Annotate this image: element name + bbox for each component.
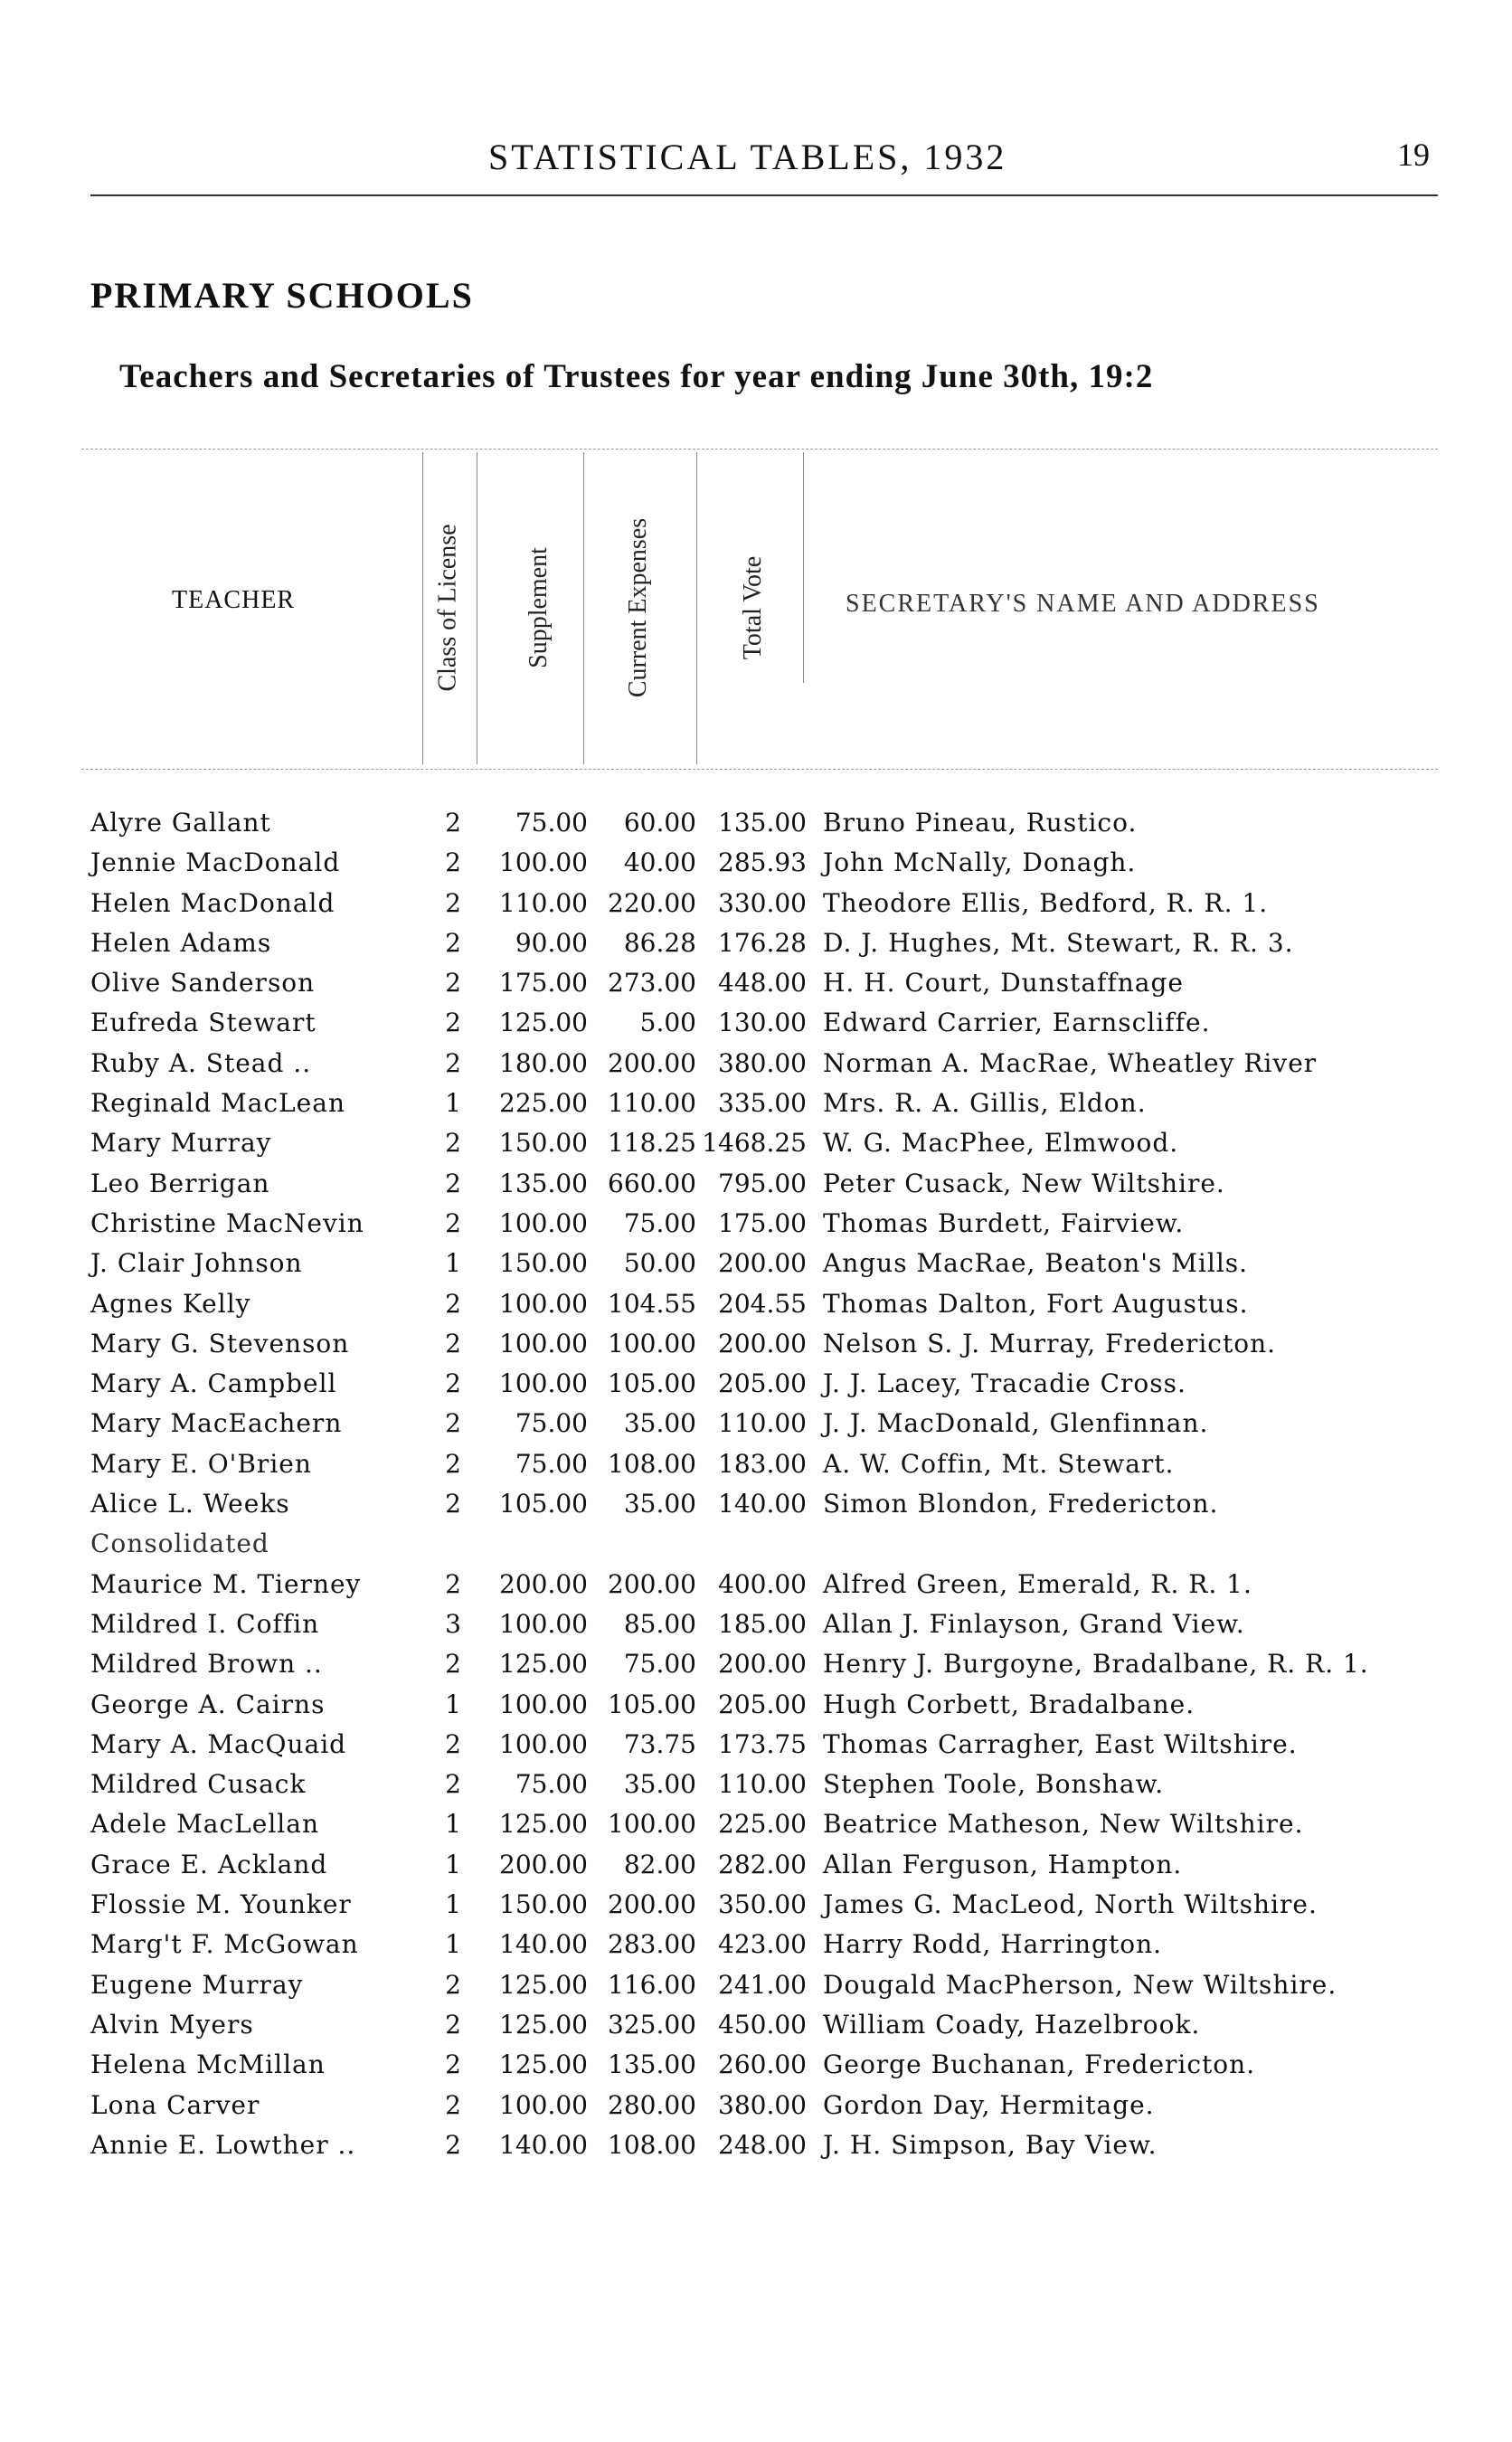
license-class: 2 (445, 1047, 461, 1078)
current-expenses-amount: 660.00 (608, 1168, 696, 1198)
license-class: 2 (445, 1008, 461, 1038)
license-class: 2 (445, 1207, 461, 1238)
secretary-name-address: Harry Rodd, Harrington. (823, 1929, 1163, 1960)
table-row (0, 2047, 1512, 2087)
current-expenses-amount: 108.00 (608, 2129, 696, 2160)
license-class: 2 (445, 968, 461, 999)
table-row (0, 1085, 1512, 1125)
current-expenses-amount: 73.75 (623, 1728, 696, 1759)
supplement-amount: 175.00 (499, 968, 588, 999)
supplement-amount: 125.00 (499, 1809, 588, 1840)
table-row (0, 1646, 1512, 1686)
license-class: 1 (445, 1849, 461, 1879)
secretary-name-address: William Coady, Hazelbrook. (823, 2009, 1201, 2040)
table-row (0, 1687, 1512, 1727)
secretary-name-address: H. H. Court, Dunstaffnage (823, 968, 1184, 999)
teacher-name: Helena McMillan (90, 2049, 326, 2080)
teacher-name: Consolidated (90, 1529, 269, 1559)
table-row (0, 1206, 1512, 1245)
teacher-name: George A. Cairns (90, 1689, 326, 1719)
supplement-amount: 180.00 (499, 1047, 588, 1078)
secretary-name-address: James G. MacLeod, North Wiltshire. (823, 1889, 1318, 1920)
secretary-name-address: John McNally, Donagh. (823, 847, 1137, 878)
total-vote-amount: 350.00 (718, 1889, 807, 1920)
teacher-name: Eugene Murray (90, 1969, 304, 2000)
table-row (0, 1727, 1512, 1766)
total-vote-amount: 200.00 (718, 1649, 807, 1680)
table-top-rule (81, 449, 1438, 450)
secretary-name-address: Mrs. R. A. Gillis, Eldon. (823, 1088, 1147, 1119)
teacher-name: Adele MacLellan (90, 1809, 319, 1840)
total-vote-amount: 205.00 (718, 1689, 807, 1719)
total-vote-amount: 200.00 (718, 1328, 807, 1358)
supplement-amount: 100.00 (499, 1368, 588, 1399)
license-class: 2 (445, 1408, 461, 1439)
column-divider (803, 452, 804, 683)
total-vote-amount: 200.00 (718, 1248, 807, 1279)
teacher-name: Ruby A. Stead .. (90, 1047, 312, 1078)
table-row (0, 1566, 1512, 1606)
running-head (0, 136, 1512, 181)
current-expenses-amount: 82.00 (623, 1849, 696, 1879)
total-vote-amount: 176.28 (718, 927, 807, 958)
teacher-name: Helen Adams (90, 927, 272, 958)
secretary-name-address: Beatrice Matheson, New Wiltshire. (823, 1809, 1304, 1840)
table-row (0, 1125, 1512, 1165)
supplement-amount: 125.00 (499, 2049, 588, 2080)
license-class: 2 (445, 1568, 461, 1599)
table-subtitle: Teachers and Secretaries of Trustees for year ending June 30th, 19:2 (119, 358, 1154, 395)
supplement-amount: 100.00 (499, 847, 588, 878)
license-class: 3 (445, 1608, 461, 1639)
teacher-name: Mildred Cusack (90, 1769, 307, 1800)
supplement-amount: 100.00 (499, 1207, 588, 1238)
teacher-name: Grace E. Ackland (90, 1849, 328, 1879)
license-class: 1 (445, 1248, 461, 1279)
teacher-name: Mary G. Stevenson (90, 1328, 350, 1358)
total-vote-amount: 175.00 (718, 1207, 807, 1238)
current-expenses-amount: 35.00 (623, 1408, 696, 1439)
teacher-name: Mildred Brown .. (90, 1649, 323, 1680)
supplement-amount: 125.00 (499, 1969, 588, 2000)
teacher-name: Lona Carver (90, 2089, 260, 2120)
current-expenses-amount: 50.00 (623, 1248, 696, 1279)
table-row (0, 1286, 1512, 1326)
column-divider (696, 452, 697, 764)
supplement-amount: 150.00 (499, 1248, 588, 1279)
header-rule (90, 194, 1438, 196)
teacher-name: Alvin Myers (90, 2009, 254, 2040)
teacher-name: Reginald MacLean (90, 1088, 345, 1119)
total-vote-amount: 110.00 (718, 1769, 807, 1800)
current-expenses-amount: 116.00 (608, 1969, 696, 2000)
total-vote-amount: 130.00 (718, 1008, 807, 1038)
table-row (0, 2007, 1512, 2047)
current-expenses-amount: 200.00 (608, 1568, 696, 1599)
supplement-amount: 100.00 (499, 1689, 588, 1719)
license-class: 1 (445, 1889, 461, 1920)
total-vote-amount: 135.00 (718, 808, 807, 838)
secretary-name-address: Edward Carrier, Earnscliffe. (823, 1008, 1211, 1038)
table-row (0, 1926, 1512, 1966)
page-number: 19 (1397, 137, 1430, 173)
teacher-name: Agnes Kelly (90, 1288, 251, 1319)
secretary-name-address: W. G. MacPhee, Elmwood. (823, 1128, 1179, 1159)
supplement-amount: 125.00 (499, 2009, 588, 2040)
total-vote-amount: 225.00 (718, 1809, 807, 1840)
teacher-name: Mary E. O'Brien (90, 1448, 312, 1479)
teacher-name: Olive Sanderson (90, 968, 316, 999)
secretary-name-address: Norman A. MacRae, Wheatley River (823, 1047, 1318, 1078)
teacher-name: Leo Berrigan (90, 1168, 270, 1198)
license-class: 2 (445, 1728, 461, 1759)
secretary-name-address: Angus MacRae, Beaton's Mills. (823, 1248, 1249, 1279)
secretary-name-address: Dougald MacPherson, New Wiltshire. (823, 1969, 1337, 2000)
header-teacher: TEACHER (172, 586, 296, 614)
license-class: 2 (445, 1328, 461, 1358)
total-vote-amount: 248.00 (718, 2129, 807, 2160)
license-class: 2 (445, 2009, 461, 2040)
supplement-amount: 90.00 (515, 927, 588, 958)
secretary-name-address: A. W. Coffin, Mt. Stewart. (823, 1448, 1175, 1479)
license-class: 1 (445, 1088, 461, 1119)
table-row (0, 885, 1512, 925)
supplement-amount: 100.00 (499, 1728, 588, 1759)
license-class: 2 (445, 808, 461, 838)
supplement-amount: 200.00 (499, 1849, 588, 1879)
total-vote-amount: 285.93 (718, 847, 807, 878)
current-expenses-amount: 325.00 (608, 2009, 696, 2040)
secretary-name-address: Thomas Dalton, Fort Augustus. (823, 1288, 1249, 1319)
license-class: 2 (445, 927, 461, 958)
license-class: 2 (445, 887, 461, 918)
table-row (0, 1245, 1512, 1285)
teacher-name: Mary Murray (90, 1128, 272, 1159)
header-total-vote-label: Total Vote (739, 555, 768, 660)
table-row (0, 1166, 1512, 1206)
table-row (0, 2087, 1512, 2127)
current-expenses-amount: 110.00 (608, 1088, 696, 1119)
total-vote-amount: 260.00 (718, 2049, 807, 2080)
supplement-amount: 75.00 (515, 1448, 588, 1479)
table-row (0, 1486, 1512, 1526)
current-expenses-amount: 220.00 (608, 887, 696, 918)
secretary-name-address: Simon Blondon, Fredericton. (823, 1489, 1219, 1519)
header-class-of-license (428, 459, 469, 757)
current-expenses-amount: 40.00 (623, 847, 696, 878)
total-vote-amount: 380.00 (718, 2089, 807, 2120)
header-bottom-rule (81, 769, 1438, 770)
supplement-amount: 150.00 (499, 1889, 588, 1920)
teacher-name: Jennie MacDonald (90, 847, 341, 878)
header-secretary: SECRETARY'S NAME AND ADDRESS (846, 590, 1320, 618)
total-vote-amount: 205.00 (718, 1368, 807, 1399)
current-expenses-amount: 200.00 (608, 1047, 696, 1078)
section-heading: PRIMARY SCHOOLS (90, 275, 474, 316)
teacher-name: Annie E. Lowther .. (90, 2129, 356, 2160)
secretary-name-address: Hugh Corbett, Bradalbane. (823, 1689, 1195, 1719)
secretary-name-address: J. J. MacDonald, Glenfinnan. (823, 1408, 1209, 1439)
teacher-name: Mary MacEachern (90, 1408, 343, 1439)
secretary-name-address: Stephen Toole, Bonshaw. (823, 1769, 1165, 1800)
table-row (0, 965, 1512, 1005)
total-vote-amount: 448.00 (718, 968, 807, 999)
supplement-amount: 135.00 (499, 1168, 588, 1198)
table-row (0, 805, 1512, 845)
current-expenses-amount: 135.00 (608, 2049, 696, 2080)
teacher-name: Flossie M. Younker (90, 1889, 352, 1920)
teacher-name: Mildred I. Coffin (90, 1608, 320, 1639)
total-vote-amount: 140.00 (718, 1489, 807, 1519)
total-vote-amount: 400.00 (718, 1568, 807, 1599)
secretary-name-address: Thomas Burdett, Fairview. (823, 1207, 1185, 1238)
secretary-name-address: George Buchanan, Fredericton. (823, 2049, 1256, 2080)
license-class: 2 (445, 1168, 461, 1198)
teacher-name: J. Clair Johnson (90, 1248, 303, 1279)
license-class: 2 (445, 2129, 461, 2160)
license-class: 1 (445, 1929, 461, 1960)
secretary-name-address: Peter Cusack, New Wiltshire. (823, 1168, 1225, 1198)
table-row (0, 1766, 1512, 1806)
current-expenses-amount: 273.00 (608, 968, 696, 999)
current-expenses-amount: 86.28 (623, 927, 696, 958)
supplement-amount: 75.00 (515, 1408, 588, 1439)
teacher-name: Mary A. MacQuaid (90, 1728, 347, 1759)
total-vote-amount: 335.00 (718, 1088, 807, 1119)
teacher-name: Marg't F. McGowan (90, 1929, 359, 1960)
teacher-name: Alice L. Weeks (90, 1489, 290, 1519)
table-body (0, 805, 1512, 2167)
current-expenses-amount: 280.00 (608, 2089, 696, 2120)
secretary-name-address: Allan J. Finlayson, Grand View. (823, 1608, 1245, 1639)
total-vote-amount: 110.00 (718, 1408, 807, 1439)
total-vote-amount: 795.00 (718, 1168, 807, 1198)
secretary-name-address: Bruno Pineau, Rustico. (823, 808, 1138, 838)
current-expenses-amount: 60.00 (623, 808, 696, 838)
supplement-amount: 100.00 (499, 1608, 588, 1639)
license-class: 2 (445, 1969, 461, 2000)
license-class: 2 (445, 1128, 461, 1159)
header-total-vote (732, 459, 774, 757)
supplement-amount: 225.00 (499, 1088, 588, 1119)
header-supplement-label: Supplement (524, 547, 553, 668)
table-row (0, 1046, 1512, 1085)
current-expenses-amount: 35.00 (623, 1489, 696, 1519)
license-class: 2 (445, 2089, 461, 2120)
current-expenses-amount: 35.00 (623, 1769, 696, 1800)
total-vote-amount: 241.00 (718, 1969, 807, 2000)
header-current-expenses-label: Current Expenses (624, 517, 653, 698)
current-expenses-amount: 85.00 (623, 1608, 696, 1639)
license-class: 2 (445, 1448, 461, 1479)
license-class: 2 (445, 1489, 461, 1519)
total-vote-amount: 204.55 (718, 1288, 807, 1319)
supplement-amount: 125.00 (499, 1008, 588, 1038)
supplement-amount: 140.00 (499, 1929, 588, 1960)
current-expenses-amount: 105.00 (608, 1689, 696, 1719)
total-vote-amount: 330.00 (718, 887, 807, 918)
supplement-amount: 140.00 (499, 2129, 588, 2160)
table-row (0, 925, 1512, 965)
header-supplement (518, 459, 560, 757)
teacher-name: Mary A. Campbell (90, 1368, 337, 1399)
table-row (0, 1366, 1512, 1406)
supplement-amount: 150.00 (499, 1128, 588, 1159)
table-row (0, 845, 1512, 885)
current-expenses-amount: 118.25 (608, 1128, 696, 1159)
license-class: 2 (445, 2049, 461, 2080)
supplement-amount: 100.00 (499, 1288, 588, 1319)
teacher-name: Eufreda Stewart (90, 1008, 317, 1038)
table-row (0, 1005, 1512, 1045)
total-vote-amount: 423.00 (718, 1929, 807, 1960)
secretary-name-address: Alfred Green, Emerald, R. R. 1. (823, 1568, 1252, 1599)
secretary-name-address: D. J. Hughes, Mt. Stewart, R. R. 3. (823, 927, 1294, 958)
table-row (0, 1406, 1512, 1445)
current-expenses-amount: 283.00 (608, 1929, 696, 1960)
secretary-name-address: Nelson S. J. Murray, Fredericton. (823, 1328, 1277, 1358)
secretary-name-address: Henry J. Burgoyne, Bradalbane, R. R. 1. (823, 1649, 1369, 1680)
table-row (0, 2127, 1512, 2167)
teacher-name: Maurice M. Tierney (90, 1568, 362, 1599)
table-row (0, 1606, 1512, 1646)
secretary-name-address: Gordon Day, Hermitage. (823, 2089, 1155, 2120)
supplement-amount: 75.00 (515, 808, 588, 838)
group-label-row (0, 1526, 1512, 1566)
header-current-expenses (618, 459, 659, 757)
secretary-name-address: Thomas Carragher, East Wiltshire. (823, 1728, 1298, 1759)
current-expenses-amount: 105.00 (608, 1368, 696, 1399)
total-vote-amount: 450.00 (718, 2009, 807, 2040)
current-expenses-amount: 100.00 (608, 1328, 696, 1358)
current-expenses-amount: 5.00 (639, 1008, 696, 1038)
table-row (0, 1326, 1512, 1366)
total-vote-amount: 282.00 (718, 1849, 807, 1879)
header-class-of-license-label: Class of License (434, 524, 462, 692)
supplement-amount: 110.00 (499, 887, 588, 918)
license-class: 1 (445, 1809, 461, 1840)
current-expenses-amount: 200.00 (608, 1889, 696, 1920)
total-vote-amount: 183.00 (718, 1448, 807, 1479)
table-row (0, 1847, 1512, 1887)
license-class: 2 (445, 847, 461, 878)
secretary-name-address: Theodore Ellis, Bedford, R. R. 1. (823, 887, 1269, 918)
teacher-name: Alyre Gallant (90, 808, 271, 838)
license-class: 2 (445, 1769, 461, 1800)
supplement-amount: 105.00 (499, 1489, 588, 1519)
running-title: STATISTICAL TABLES, 1932 (488, 137, 1007, 177)
total-vote-amount: 1468.25 (702, 1128, 807, 1159)
secretary-name-address: J. H. Simpson, Bay View. (823, 2129, 1158, 2160)
license-class: 2 (445, 1288, 461, 1319)
license-class: 1 (445, 1689, 461, 1719)
table-row (0, 1806, 1512, 1846)
secretary-name-address: Allan Ferguson, Hampton. (823, 1849, 1183, 1879)
license-class: 2 (445, 1649, 461, 1680)
total-vote-amount: 173.75 (718, 1728, 807, 1759)
supplement-amount: 125.00 (499, 1649, 588, 1680)
secretary-name-address: J. J. Lacey, Tracadie Cross. (823, 1368, 1186, 1399)
supplement-amount: 100.00 (499, 1328, 588, 1358)
table-row (0, 1887, 1512, 1926)
current-expenses-amount: 104.55 (608, 1288, 696, 1319)
teacher-name: Christine MacNevin (90, 1207, 364, 1238)
supplement-amount: 200.00 (499, 1568, 588, 1599)
table-row (0, 1967, 1512, 2007)
supplement-amount: 75.00 (515, 1769, 588, 1800)
current-expenses-amount: 108.00 (608, 1448, 696, 1479)
current-expenses-amount: 100.00 (608, 1809, 696, 1840)
current-expenses-amount: 75.00 (623, 1649, 696, 1680)
license-class: 2 (445, 1368, 461, 1399)
supplement-amount: 100.00 (499, 2089, 588, 2120)
total-vote-amount: 380.00 (718, 1047, 807, 1078)
total-vote-amount: 185.00 (718, 1608, 807, 1639)
column-divider (422, 452, 423, 764)
current-expenses-amount: 75.00 (623, 1207, 696, 1238)
table-row (0, 1446, 1512, 1486)
teacher-name: Helen MacDonald (90, 887, 335, 918)
column-divider (583, 452, 584, 764)
